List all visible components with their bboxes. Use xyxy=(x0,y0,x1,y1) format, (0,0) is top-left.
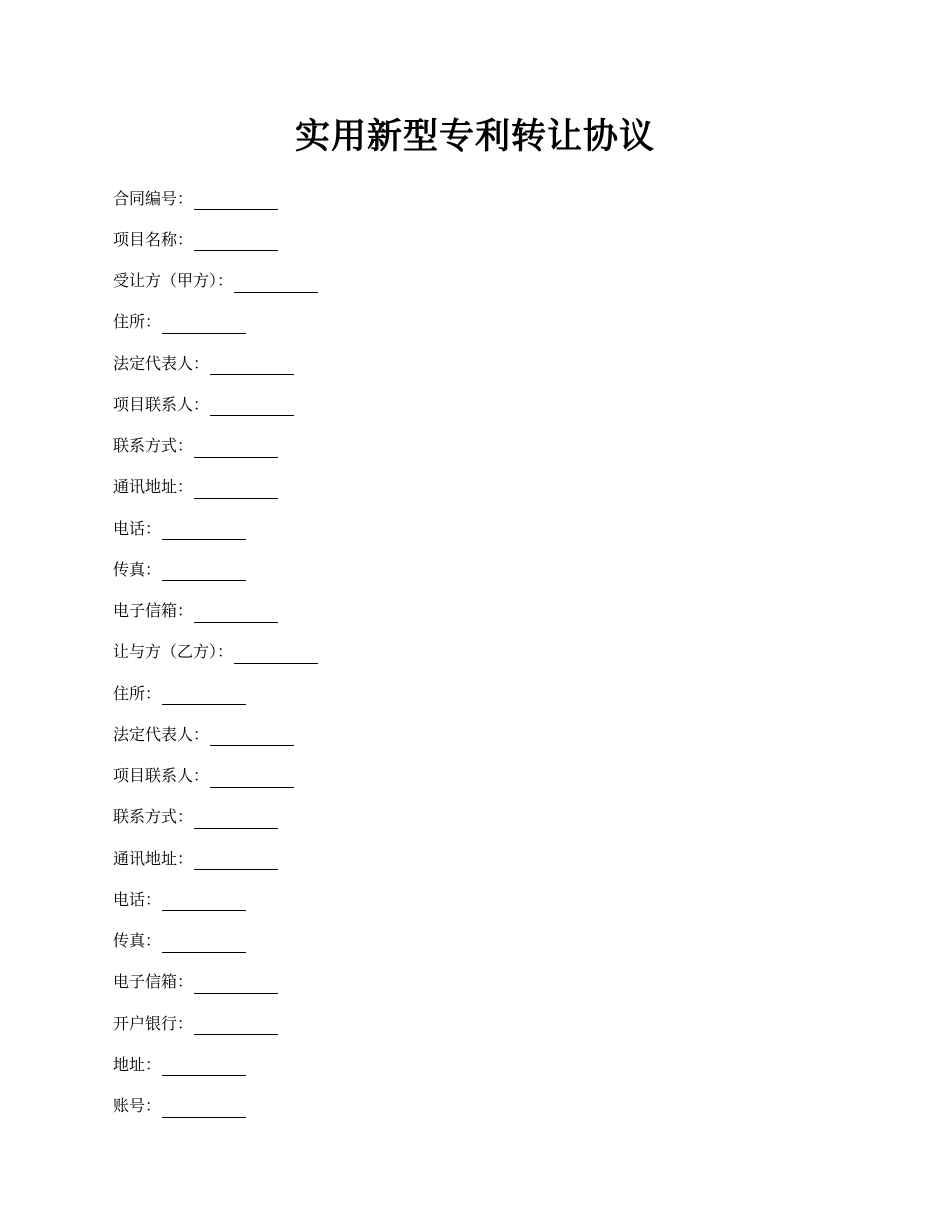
document-title: 实用新型专利转让协议 xyxy=(294,116,655,157)
fill-in-blank[interactable] xyxy=(194,482,278,499)
fill-in-blank[interactable] xyxy=(194,812,278,829)
field-party-a-legal-rep xyxy=(113,343,318,384)
fill-in-blank[interactable] xyxy=(162,564,246,581)
fill-in-blank[interactable] xyxy=(162,688,246,705)
fill-in-blank[interactable] xyxy=(162,1059,246,1076)
field-party-b-project-contact xyxy=(113,756,318,797)
field-label: 法定代表人： xyxy=(113,353,210,373)
fill-in-blank[interactable] xyxy=(210,399,294,416)
fill-in-blank[interactable] xyxy=(162,894,246,911)
field-party-a-contact-method xyxy=(113,426,318,467)
field-label: 通讯地址： xyxy=(113,848,194,868)
fill-in-blank[interactable] xyxy=(194,606,278,623)
field-bank-address xyxy=(113,1044,318,1085)
fill-in-blank[interactable] xyxy=(234,647,318,664)
fill-in-blank[interactable] xyxy=(162,317,246,334)
fill-in-blank[interactable] xyxy=(194,234,278,251)
field-party-b-mailing-address xyxy=(113,838,318,879)
field-label: 地址： xyxy=(113,1054,162,1074)
field-label: 项目联系人： xyxy=(113,394,210,414)
field-project-name xyxy=(113,219,318,260)
field-label: 账号： xyxy=(113,1096,162,1116)
fill-in-blank[interactable] xyxy=(210,729,294,746)
field-label: 电子信箱： xyxy=(113,972,194,992)
field-party-b-address xyxy=(113,673,318,714)
field-account-number xyxy=(113,1086,318,1127)
field-label: 电话： xyxy=(113,518,162,538)
field-party-b-legal-rep xyxy=(113,714,318,755)
field-label: 项目联系人： xyxy=(113,766,210,786)
field-party-b-fax xyxy=(113,921,318,962)
field-label: 受让方（甲方）： xyxy=(113,271,234,291)
field-label: 传真： xyxy=(113,559,162,579)
field-party-a-phone xyxy=(113,508,318,549)
field-label: 法定代表人： xyxy=(113,724,210,744)
field-party-a-email xyxy=(113,591,318,632)
fill-in-blank[interactable] xyxy=(194,441,278,458)
field-bank-name xyxy=(113,1003,318,1044)
field-label: 电子信箱： xyxy=(113,601,194,621)
field-party-b-email xyxy=(113,962,318,1003)
fill-in-blank[interactable] xyxy=(234,276,318,293)
fill-in-blank[interactable] xyxy=(162,936,246,953)
field-party-b xyxy=(113,632,318,673)
field-contract-number xyxy=(113,178,318,219)
fill-in-blank[interactable] xyxy=(162,1101,246,1118)
fill-in-blank[interactable] xyxy=(210,771,294,788)
field-label: 传真： xyxy=(113,931,162,951)
fill-in-blank[interactable] xyxy=(194,977,278,994)
field-label: 合同编号： xyxy=(113,188,194,208)
field-label: 联系方式： xyxy=(113,436,194,456)
fill-in-blank[interactable] xyxy=(162,523,246,540)
field-party-a xyxy=(113,261,318,302)
field-party-a-mailing-address xyxy=(113,467,318,508)
field-label: 住所： xyxy=(113,312,162,332)
field-party-a-fax xyxy=(113,549,318,590)
field-party-b-contact-method xyxy=(113,797,318,838)
field-label: 住所： xyxy=(113,683,162,703)
field-party-a-address xyxy=(113,302,318,343)
party-info-list xyxy=(113,178,318,1127)
field-label: 项目名称： xyxy=(113,229,194,249)
field-label: 电话： xyxy=(113,889,162,909)
field-label: 联系方式： xyxy=(113,807,194,827)
fill-in-blank[interactable] xyxy=(194,1018,278,1035)
field-label: 让与方（乙方）： xyxy=(113,642,234,662)
fill-in-blank[interactable] xyxy=(194,193,278,210)
fill-in-blank[interactable] xyxy=(210,358,294,375)
fill-in-blank[interactable] xyxy=(194,853,278,870)
field-party-b-phone xyxy=(113,879,318,920)
field-party-a-project-contact xyxy=(113,384,318,425)
field-label: 开户银行： xyxy=(113,1013,194,1033)
field-label: 通讯地址： xyxy=(113,477,194,497)
